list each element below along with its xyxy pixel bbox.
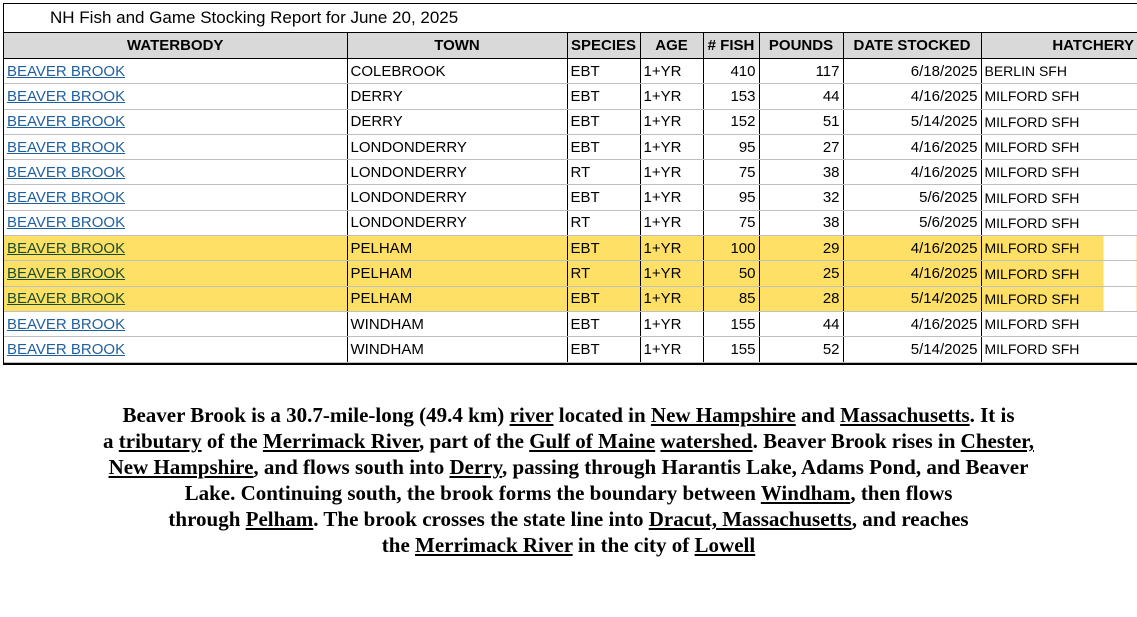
table-row (4, 311, 1137, 336)
description-text: , then flows (850, 481, 953, 505)
age-cell: 1+YR (640, 134, 703, 159)
age-cell: 1+YR (640, 84, 703, 109)
waterbody-cell (4, 134, 347, 159)
waterbody-link[interactable]: BEAVER BROOK (7, 290, 126, 308)
species-cell: EBT (567, 185, 640, 210)
town-cell: LONDONDERRY (347, 134, 567, 159)
fish-count-cell: 50 (703, 261, 759, 286)
date-stocked-cell: 5/6/2025 (843, 185, 981, 210)
description-link[interactable]: Merrimack River (415, 533, 573, 557)
pounds-cell: 44 (759, 311, 843, 336)
pounds-cell: 52 (759, 337, 843, 362)
species-cell: EBT (567, 134, 640, 159)
fish-count-cell: 75 (703, 160, 759, 185)
table-row (4, 185, 1137, 210)
date-stocked-cell: 4/16/2025 (843, 84, 981, 109)
description-link[interactable]: Massachusetts (840, 403, 970, 427)
description-line (20, 454, 1117, 480)
description-text: the (381, 533, 416, 557)
description-text: , passing through Harantis Lake, Adams Pond, and Beaver (501, 455, 1029, 479)
column-header-species: SPECIES (567, 33, 640, 59)
column-header-fish: # FISH (703, 33, 759, 59)
waterbody-cell (4, 59, 347, 84)
age-cell: 1+YR (640, 210, 703, 235)
description-line (20, 428, 1117, 454)
hatchery-cell: MILFORD SFH (981, 160, 1137, 185)
waterbody-cell (4, 236, 347, 261)
age-cell: 1+YR (640, 59, 703, 84)
description-text: . It is (969, 403, 1015, 427)
column-header-pounds: POUNDS (759, 33, 843, 59)
description-link[interactable]: Lowell (694, 533, 756, 557)
species-cell: EBT (567, 59, 640, 84)
pounds-cell: 28 (759, 286, 843, 311)
hatchery-cell: MILFORD SFH (981, 311, 1137, 336)
table-row (4, 160, 1137, 185)
waterbody-cell (4, 185, 347, 210)
town-cell: WINDHAM (347, 311, 567, 336)
pounds-cell: 117 (759, 59, 843, 84)
description-text: , and reaches (851, 507, 969, 531)
town-cell: PELHAM (347, 261, 567, 286)
hatchery-cell: MILFORD SFH (981, 337, 1137, 362)
species-cell: EBT (567, 286, 640, 311)
fish-count-cell: 100 (703, 236, 759, 261)
pounds-cell: 29 (759, 236, 843, 261)
column-header-hatchery: HATCHERY (981, 33, 1137, 59)
table-row (4, 59, 1137, 84)
description-line (20, 506, 1117, 532)
town-cell: COLEBROOK (347, 59, 567, 84)
age-cell: 1+YR (640, 160, 703, 185)
date-stocked-cell: 4/16/2025 (843, 311, 981, 336)
pounds-cell: 27 (759, 134, 843, 159)
table-row (4, 109, 1137, 134)
description-link[interactable]: watershed (660, 429, 753, 453)
hatchery-cell: MILFORD SFH (981, 261, 1137, 286)
report-title: NH Fish and Game Stocking Report for June 20, 2025 (4, 4, 1137, 33)
town-cell: LONDONDERRY (347, 185, 567, 210)
description-line (20, 480, 1117, 506)
fish-count-cell: 153 (703, 84, 759, 109)
pounds-cell: 51 (759, 109, 843, 134)
hatchery-cell: MILFORD SFH (981, 210, 1137, 235)
fish-count-cell: 85 (703, 286, 759, 311)
description-line (20, 402, 1117, 428)
town-cell: LONDONDERRY (347, 210, 567, 235)
date-stocked-cell: 4/16/2025 (843, 160, 981, 185)
age-cell: 1+YR (640, 311, 703, 336)
table-body (4, 59, 1137, 363)
description-text: in the city of (572, 533, 695, 557)
waterbody-link[interactable]: BEAVER BROOK (7, 239, 126, 257)
description-link[interactable]: New Hampshire (650, 403, 796, 427)
table-row (4, 337, 1137, 362)
description-link[interactable]: Dracut, Massachusetts (648, 507, 852, 531)
species-cell: EBT (567, 236, 640, 261)
waterbody-link[interactable]: BEAVER BROOK (7, 163, 126, 181)
date-stocked-cell: 5/14/2025 (843, 286, 981, 311)
hatchery-cell: MILFORD SFH (981, 236, 1137, 261)
description-link[interactable]: Chester, (960, 429, 1034, 453)
waterbody-link[interactable]: BEAVER BROOK (7, 315, 126, 333)
table-row (4, 236, 1137, 261)
hatchery-cell: MILFORD SFH (981, 134, 1137, 159)
description-text: Beaver Brook is a 30.7-mile-long (49.4 km) (122, 403, 510, 427)
waterbody-link[interactable]: BEAVER BROOK (7, 138, 126, 156)
date-stocked-cell: 6/18/2025 (843, 59, 981, 84)
description-text: Lake. Continuing south, the brook forms the boundary between (184, 481, 761, 505)
species-cell: RT (567, 160, 640, 185)
fish-count-cell: 152 (703, 109, 759, 134)
description-text: . Beaver Brook rises in (752, 429, 961, 453)
waterbody-cell (4, 84, 347, 109)
species-cell: EBT (567, 109, 640, 134)
pounds-cell: 38 (759, 210, 843, 235)
description-link[interactable]: Pelham (245, 507, 314, 531)
description-text: a (103, 429, 119, 453)
column-header-date-stocked: DATE STOCKED (843, 33, 981, 59)
pounds-cell: 38 (759, 160, 843, 185)
waterbody-cell (4, 210, 347, 235)
hatchery-cell: MILFORD SFH (981, 286, 1137, 311)
table-header-row (4, 33, 1137, 59)
species-cell: EBT (567, 84, 640, 109)
fish-count-cell: 95 (703, 185, 759, 210)
hatchery-cell: BERLIN SFH (981, 59, 1137, 84)
waterbody-cell (4, 261, 347, 286)
description-text: , part of the (418, 429, 530, 453)
stocking-table (4, 33, 1137, 363)
table-row (4, 134, 1137, 159)
fish-count-cell: 410 (703, 59, 759, 84)
description-link[interactable]: Windham (760, 481, 851, 505)
waterbody-link[interactable]: BEAVER BROOK (7, 113, 126, 131)
table-row (4, 210, 1137, 235)
description-text: . The brook crosses the state line into (313, 507, 649, 531)
fish-count-cell: 155 (703, 311, 759, 336)
fish-count-cell: 95 (703, 134, 759, 159)
description-text: located in (553, 403, 651, 427)
description-line (20, 532, 1117, 558)
age-cell: 1+YR (640, 185, 703, 210)
species-cell: RT (567, 210, 640, 235)
description-link[interactable]: New Hampshire (108, 455, 254, 479)
waterbody-link[interactable]: BEAVER BROOK (7, 340, 126, 358)
description-text: through (168, 507, 246, 531)
column-header-waterbody: WATERBODY (4, 33, 347, 59)
hatchery-cell: MILFORD SFH (981, 84, 1137, 109)
waterbody-cell (4, 109, 347, 134)
date-stocked-cell: 5/14/2025 (843, 109, 981, 134)
fish-count-cell: 155 (703, 337, 759, 362)
town-cell: WINDHAM (347, 337, 567, 362)
fish-count-cell: 75 (703, 210, 759, 235)
town-cell: LONDONDERRY (347, 160, 567, 185)
hatchery-cell: MILFORD SFH (981, 109, 1137, 134)
waterbody-cell (4, 311, 347, 336)
town-cell: PELHAM (347, 236, 567, 261)
description-text: , and flows south into (253, 455, 450, 479)
description-link[interactable]: tributary (118, 429, 202, 453)
date-stocked-cell: 4/16/2025 (843, 236, 981, 261)
age-cell: 1+YR (640, 337, 703, 362)
description-link[interactable]: river (509, 403, 554, 427)
waterbody-cell (4, 337, 347, 362)
table-row (4, 261, 1137, 286)
table-row (4, 286, 1137, 311)
waterbody-link[interactable]: BEAVER BROOK (7, 87, 126, 105)
pounds-cell: 25 (759, 261, 843, 286)
age-cell: 1+YR (640, 109, 703, 134)
description-text: and (795, 403, 841, 427)
pounds-cell: 32 (759, 185, 843, 210)
date-stocked-cell: 5/14/2025 (843, 337, 981, 362)
description-link[interactable]: Derry (449, 455, 502, 479)
species-cell: EBT (567, 311, 640, 336)
age-cell: 1+YR (640, 261, 703, 286)
stocking-report (3, 3, 1137, 365)
description-link[interactable]: Merrimack River (262, 429, 419, 453)
species-cell: EBT (567, 337, 640, 362)
waterbody-link[interactable]: BEAVER BROOK (7, 214, 126, 232)
town-cell: DERRY (347, 84, 567, 109)
date-stocked-cell: 4/16/2025 (843, 261, 981, 286)
date-stocked-cell: 5/6/2025 (843, 210, 981, 235)
age-cell: 1+YR (640, 236, 703, 261)
description-text: of the (201, 429, 263, 453)
hatchery-cell: MILFORD SFH (981, 185, 1137, 210)
age-cell: 1+YR (640, 286, 703, 311)
waterbody-cell (4, 160, 347, 185)
table-row (4, 84, 1137, 109)
waterbody-cell (4, 286, 347, 311)
town-cell: DERRY (347, 109, 567, 134)
waterbody-link[interactable]: BEAVER BROOK (7, 265, 126, 283)
date-stocked-cell: 4/16/2025 (843, 134, 981, 159)
column-header-town: TOWN (347, 33, 567, 59)
waterbody-link[interactable]: BEAVER BROOK (7, 62, 126, 80)
description-link[interactable]: Gulf of Maine (529, 429, 656, 453)
beaver-brook-description (20, 402, 1117, 558)
pounds-cell: 44 (759, 84, 843, 109)
species-cell: RT (567, 261, 640, 286)
town-cell: PELHAM (347, 286, 567, 311)
waterbody-link[interactable]: BEAVER BROOK (7, 189, 126, 207)
column-header-age: AGE (640, 33, 703, 59)
